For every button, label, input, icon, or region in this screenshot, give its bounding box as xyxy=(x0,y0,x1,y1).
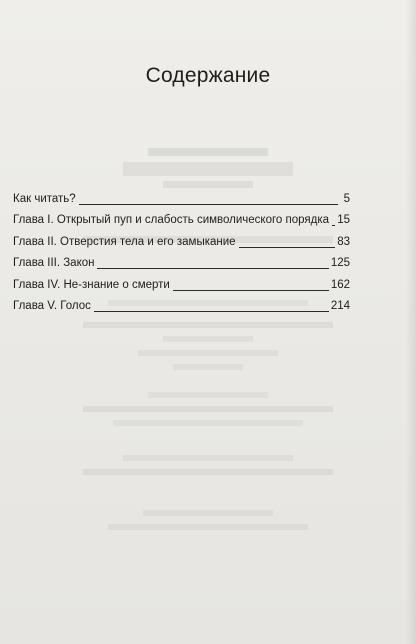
toc-entry-label: Глава V. Голос xyxy=(13,300,91,312)
toc-entry-label: Как читать? xyxy=(13,192,76,205)
toc-entry xyxy=(13,186,350,208)
bleed-through-block-7 xyxy=(0,510,416,530)
toc-entry-label: Глава II. Отверстия тела и его замыкание xyxy=(13,235,236,248)
toc-entry-page: 125 xyxy=(330,257,350,269)
toc-leader-line xyxy=(239,246,336,248)
bleed-through-block-6 xyxy=(0,455,416,475)
toc-entry-page: 15 xyxy=(337,214,350,226)
toc-entry-page: 5 xyxy=(343,192,350,205)
toc-leader-line xyxy=(173,289,329,291)
toc-leader-line xyxy=(79,203,338,205)
bleed-through-block-1 xyxy=(0,148,416,188)
toc-entry xyxy=(13,229,350,251)
toc-entry-page: 83 xyxy=(337,235,350,248)
toc-entry xyxy=(13,294,350,316)
toc-entry-label: Глава I. Открытый пуп и слабость символического порядка xyxy=(13,214,330,226)
toc-entry xyxy=(13,251,350,273)
bleed-through-block-5 xyxy=(0,392,416,426)
table-of-contents xyxy=(13,186,350,315)
toc-entry xyxy=(13,208,350,230)
toc-entry-page: 214 xyxy=(330,300,350,312)
toc-leader-line xyxy=(97,267,328,269)
toc-leader-line xyxy=(332,224,335,226)
page-title: Содержание xyxy=(145,64,271,87)
toc-entry-label: Глава IV. Не-знание о смерти xyxy=(13,278,170,291)
toc-leader-line xyxy=(94,310,329,312)
toc-entry-label: Глава III. Закон xyxy=(13,257,95,269)
toc-entry xyxy=(13,272,350,294)
toc-entry-page: 162 xyxy=(330,278,350,291)
bleed-through-block-4 xyxy=(0,322,416,370)
